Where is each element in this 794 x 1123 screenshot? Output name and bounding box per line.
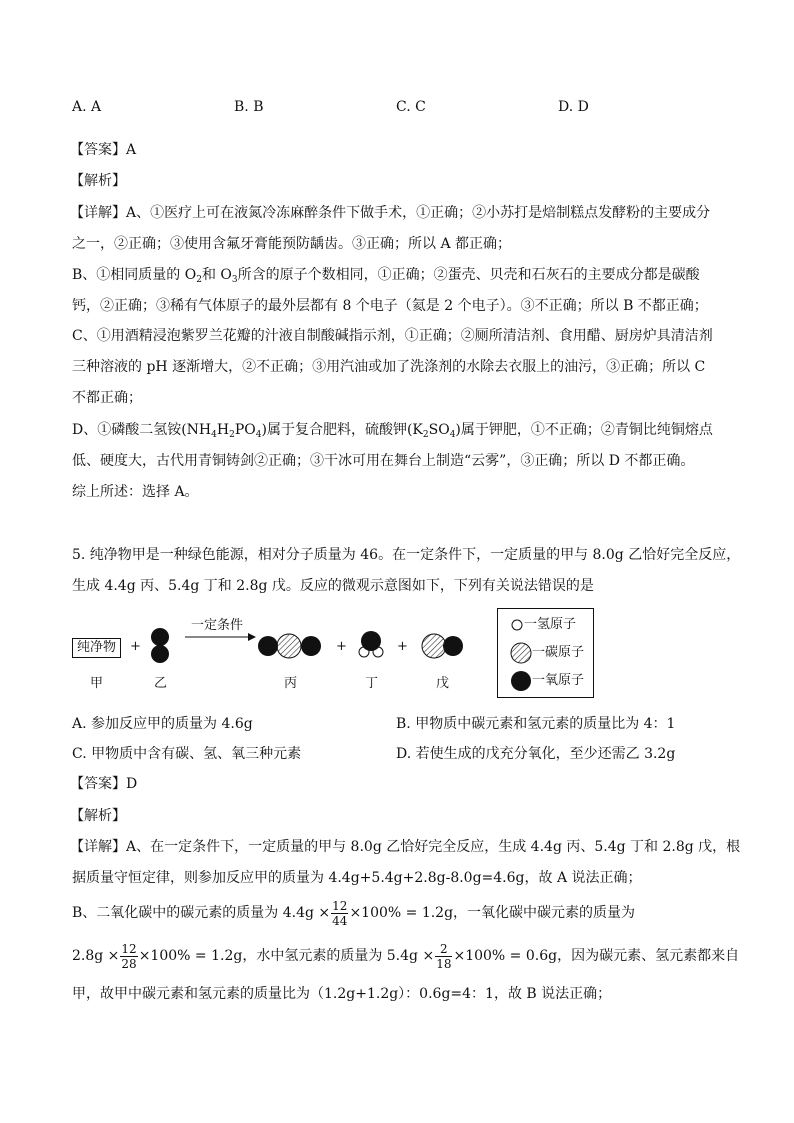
- prev-option-d: D. D: [558, 99, 589, 115]
- prev-option-c: C. C: [396, 99, 426, 115]
- option-d: D. 若使生成的戊充分氧化，至少还需乙 3.2g: [396, 746, 676, 762]
- question-stem-line: 生成 4.4g 丙、5.4g 丁和 2.8g 戊。反应的微观示意图如下，下列有关说法错误的是: [72, 578, 594, 594]
- reaction-arrow: [185, 633, 256, 641]
- plus-sign: +: [336, 639, 347, 654]
- carbon-dioxide-molecule: [258, 634, 321, 658]
- reaction-diagram: [72, 608, 592, 703]
- question-stem-line: 5. 纯净物甲是一种绿色能源，相对分子质量为 46。在一定条件下，一定质量的甲与 8.0g 乙恰好完全反应，: [72, 547, 741, 563]
- prev-explanation-line: C、①用酒精浸泡紫罗兰花瓣的汁液自制酸碱指示剂，①正确；②厕所清洁剂、食用醋、厨房炉具清洁剂: [72, 328, 713, 344]
- fraction: $\frac{12}{44}$: [332, 898, 348, 928]
- answer: 【答案】D: [70, 776, 138, 792]
- oxygen-molecule: [151, 628, 169, 663]
- explanation-line: 据质量守恒定律，则参加反应甲的质量为 4.4g+5.4g+2.8g-8.0g=4.6g，故 A 说法正确；: [72, 870, 642, 886]
- legend-hydrogen: 一氢原子: [510, 617, 576, 633]
- prev-analysis-heading: 【解析】: [70, 173, 126, 189]
- fraction: $\frac{12}{28}$: [121, 941, 137, 971]
- prev-answer: 【答案】A: [70, 142, 137, 158]
- label-yi: 乙: [154, 676, 168, 691]
- prev-explanation-line: 之一，②正确；③使用含氟牙膏能预防龋齿。③正确；所以 A 都正确；: [72, 236, 512, 252]
- explanation-line: 甲，故甲中碳元素和氢元素的质量比为（1.2g+1.2g）：0.6g=4：1，故 B 说法正确；: [72, 986, 612, 1002]
- prev-explanation-line: 低、硬度大，古代用青铜铸剑②正确；③干冰可用在舞台上制造“云雾”，③正确；所以 D 不都正确。: [72, 453, 695, 469]
- prev-option-a: A. A: [72, 99, 102, 115]
- prev-explanation-line: 钙，②正确；③稀有气体原子的最外层都有 8 个电子（氦是 2 个电子）。③不正确；所以 B 不都正确；: [72, 298, 708, 314]
- option-b: B. 甲物质中碳元素和氢元素的质量比为 4：1: [396, 716, 676, 732]
- water-molecule: [359, 631, 383, 657]
- fraction: $\frac{2}{18}$: [436, 941, 452, 971]
- plus-sign: +: [397, 639, 408, 654]
- prev-explanation-line: 不都正确；: [72, 390, 142, 406]
- pure-substance-box: 纯净物: [72, 638, 121, 658]
- atom-legend: [497, 608, 594, 698]
- condition-label: 一定条件: [191, 618, 244, 633]
- molecule-drawing: [72, 608, 492, 703]
- prev-explanation-line: D、①磷酸二氢铵$(NH_4H_2PO_4)$属于复合肥料，硫酸钾$(K_2SO_4)$属于钾肥，①不正确；②青铜比纯铜熔点: [72, 422, 713, 440]
- explanation-line: 【详解】A、在一定条件下，一定质量的甲与 8.0g 乙恰好完全反应，生成 4.4g 丙、5.4g 丁和 2.8g 戊，根: [70, 839, 741, 855]
- explanation-line: B、二氧化碳中的碳元素的质量为 4.4g × $\frac{12}{44}$ ×100% = 1.2g，一氧化碳中碳元素的质量为: [72, 898, 636, 928]
- hydrogen-atom-icon: [510, 618, 524, 632]
- plus-sign: +: [130, 639, 141, 654]
- carbon-atom-icon: [510, 642, 532, 664]
- explanation-line: 2.8g × $\frac{12}{28}$ ×100% = 1.2g，水中氢元素的质量为 5.4g × $\frac{2}{18}$ ×100% = 0.6g，因为碳元素、氢元素都来自: [72, 941, 740, 971]
- prev-explanation-line: 【详解】A、①医疗上可在液氮冷冻麻醉条件下做手术，①正确；②小苏打是焙制糕点发酵粉的主要成分: [70, 205, 711, 221]
- label-wu: 戊: [436, 676, 450, 691]
- legend-oxygen: 一氧原子: [510, 670, 584, 692]
- label-ding: 丁: [365, 676, 379, 691]
- legend-carbon: 一碳原子: [510, 642, 584, 664]
- oxygen-atom-icon: [510, 670, 532, 692]
- label-bing: 丙: [284, 676, 298, 691]
- prev-explanation-line: 三种溶液的 pH 逐渐增大，②不正确；③用汽油或加了洗涤剂的水除去衣服上的油污，③正确；所以 C: [72, 359, 706, 375]
- option-c: C. 甲物质中含有碳、氢、氧三种元素: [72, 746, 302, 762]
- option-a: A. 参加反应甲的质量为 4.6g: [72, 716, 253, 732]
- label-jia: 甲: [90, 676, 104, 691]
- analysis-heading: 【解析】: [70, 808, 126, 824]
- prev-option-b: B. B: [234, 99, 264, 115]
- prev-explanation-line: B、①相同质量的 $O_2$和 $O_3$所含的原子个数相同，①正确；②蛋壳、贝壳和石灰石的主要成分都是碳酸: [72, 267, 700, 285]
- prev-explanation-line: 综上所述：选择 A。: [72, 484, 199, 500]
- carbon-monoxide-molecule: [422, 634, 463, 658]
